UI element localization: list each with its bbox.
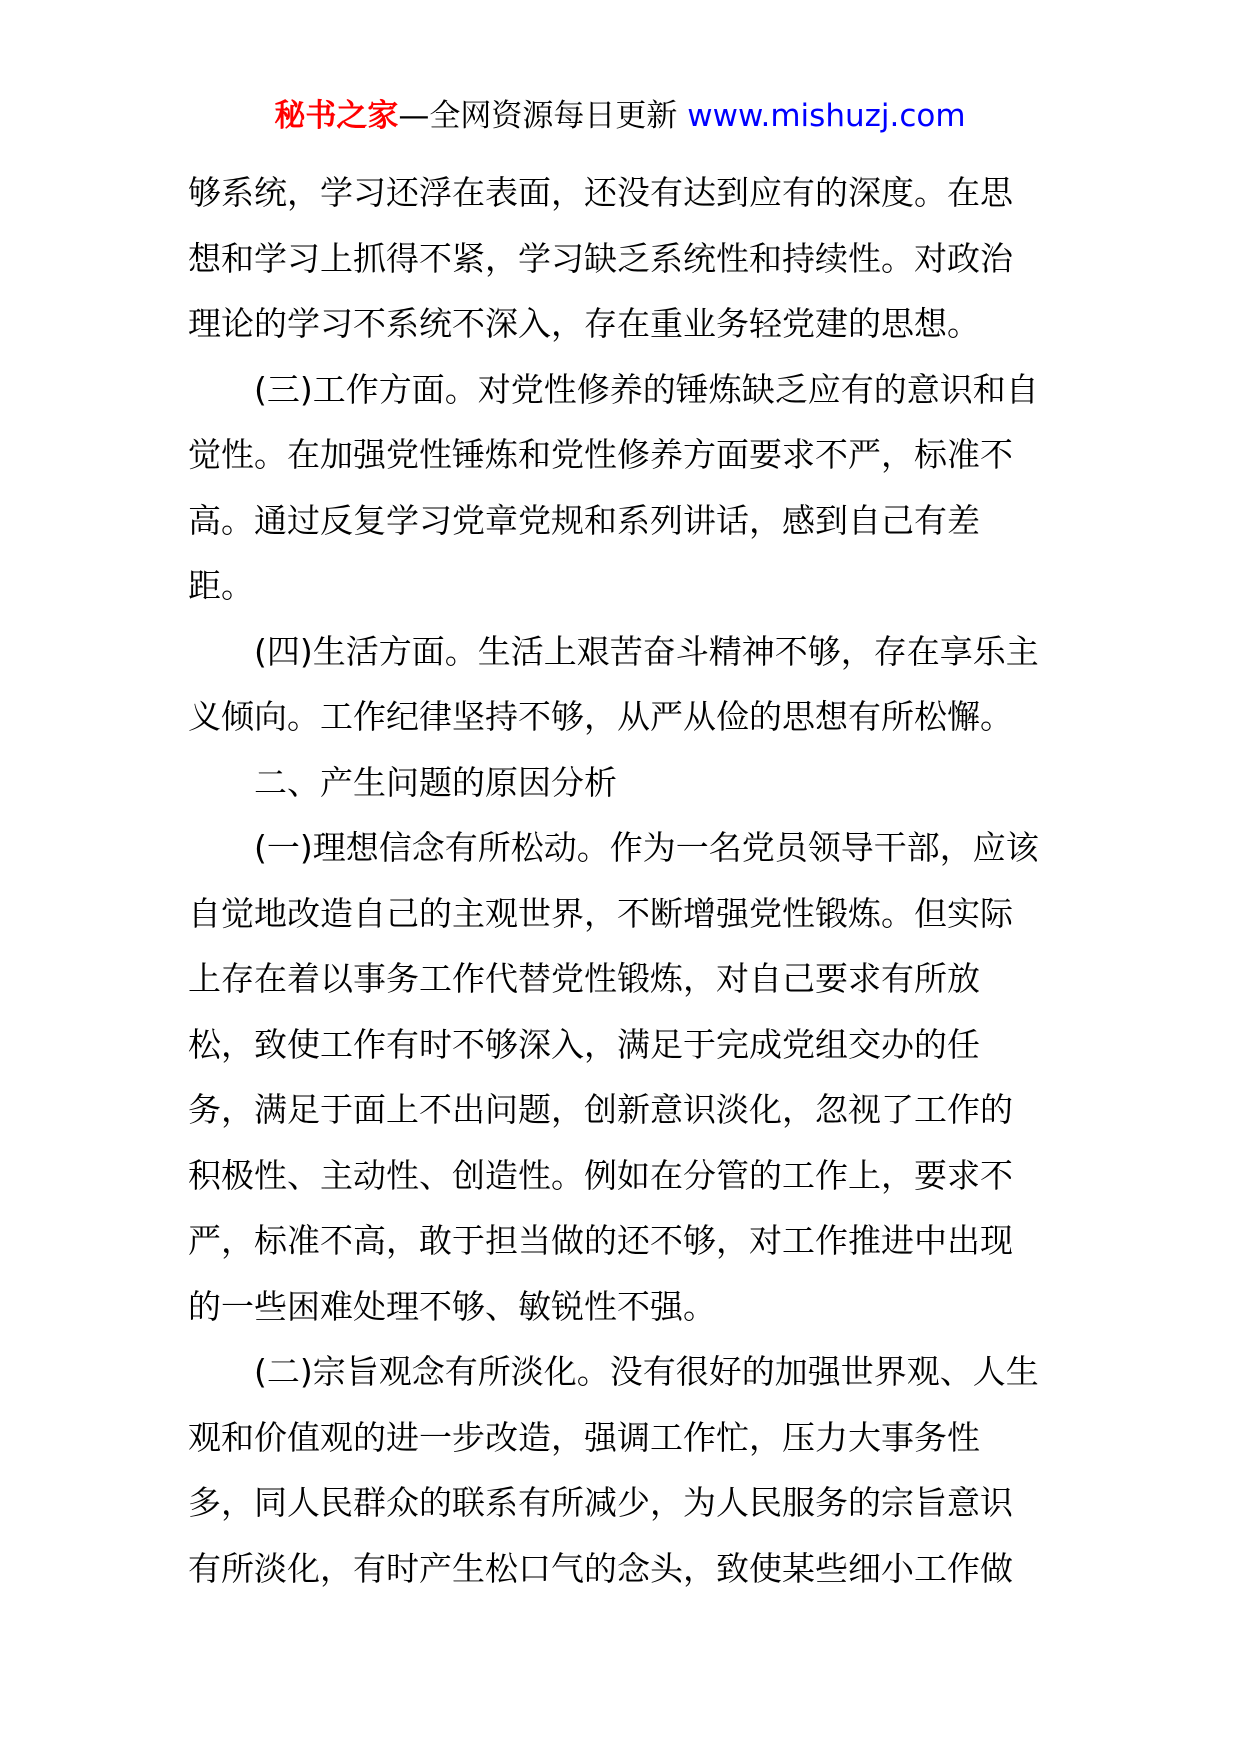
text-line: 距。 <box>188 566 254 605</box>
text-line: 高。通过反复学习党章党规和系列讲话，感到自己有差 <box>188 500 980 540</box>
brand-name: 秘书之家 <box>274 98 399 134</box>
paragraph-line: (三)工作方面。对党性修养的锤炼缺乏应有的意识和自 <box>254 369 1039 409</box>
text-line: 的一些困难处理不够、敏锐性不强。 <box>188 1286 716 1326</box>
paragraph-line: (一)理想信念有所松动。作为一名党员领导干部，应该 <box>254 828 1039 867</box>
site-header <box>0 96 1240 136</box>
text-line: 观和价值观的进一步改造，强调工作忙，压力大事务性 <box>188 1417 980 1457</box>
paragraph-line: (四)生活方面。生活上艰苦奋斗精神不够，存在享乐主 <box>254 631 1039 671</box>
text-line: 义倾向。工作纪律坚持不够，从严从俭的思想有所松懈。 <box>188 697 1013 736</box>
text-line: 上存在着以事务工作代替党性锻炼，对自己要求有所放 <box>188 959 980 998</box>
text-line: 够系统，学习还浮在表面，还没有达到应有的深度。在思 <box>188 173 1013 212</box>
header-tagline: —全网资源每日更新 <box>398 98 688 134</box>
text-line: 有所淡化，有时产生松口气的念头，致使某些细小工作做 <box>188 1548 1013 1588</box>
text-line: 严，标准不高，敢于担当做的还不够，对工作推进中出现 <box>188 1221 1013 1260</box>
text-line: 积极性、主动性、创造性。例如在分管的工作上，要求不 <box>188 1155 1013 1195</box>
text-line: 自觉地改造自己的主观世界，不断增强党性锻炼。但实际 <box>188 893 1013 933</box>
section-heading: 二、产生问题的原因分析 <box>254 762 617 802</box>
text-line: 松，致使工作有时不够深入，满足于完成党组交办的任 <box>188 1024 980 1064</box>
text-line: 想和学习上抓得不紧，学习缺乏系统性和持续性。对政治 <box>188 238 1013 278</box>
text-line: 务，满足于面上不出问题，创新意识淡化，忽视了工作的 <box>188 1090 1013 1129</box>
text-line: 理论的学习不系统不深入，存在重业务轻党建的思想。 <box>188 304 980 343</box>
text-line: 多，同人民群众的联系有所减少，为人民服务的宗旨意识 <box>188 1483 1013 1522</box>
site-url: www.mishuzj.com <box>687 98 966 134</box>
paragraph-line: (二)宗旨观念有所淡化。没有很好的加强世界观、人生 <box>254 1352 1039 1391</box>
text-line: 觉性。在加强党性锤炼和党性修养方面要求不严，标准不 <box>188 435 1013 474</box>
document-body <box>188 160 1058 1601</box>
